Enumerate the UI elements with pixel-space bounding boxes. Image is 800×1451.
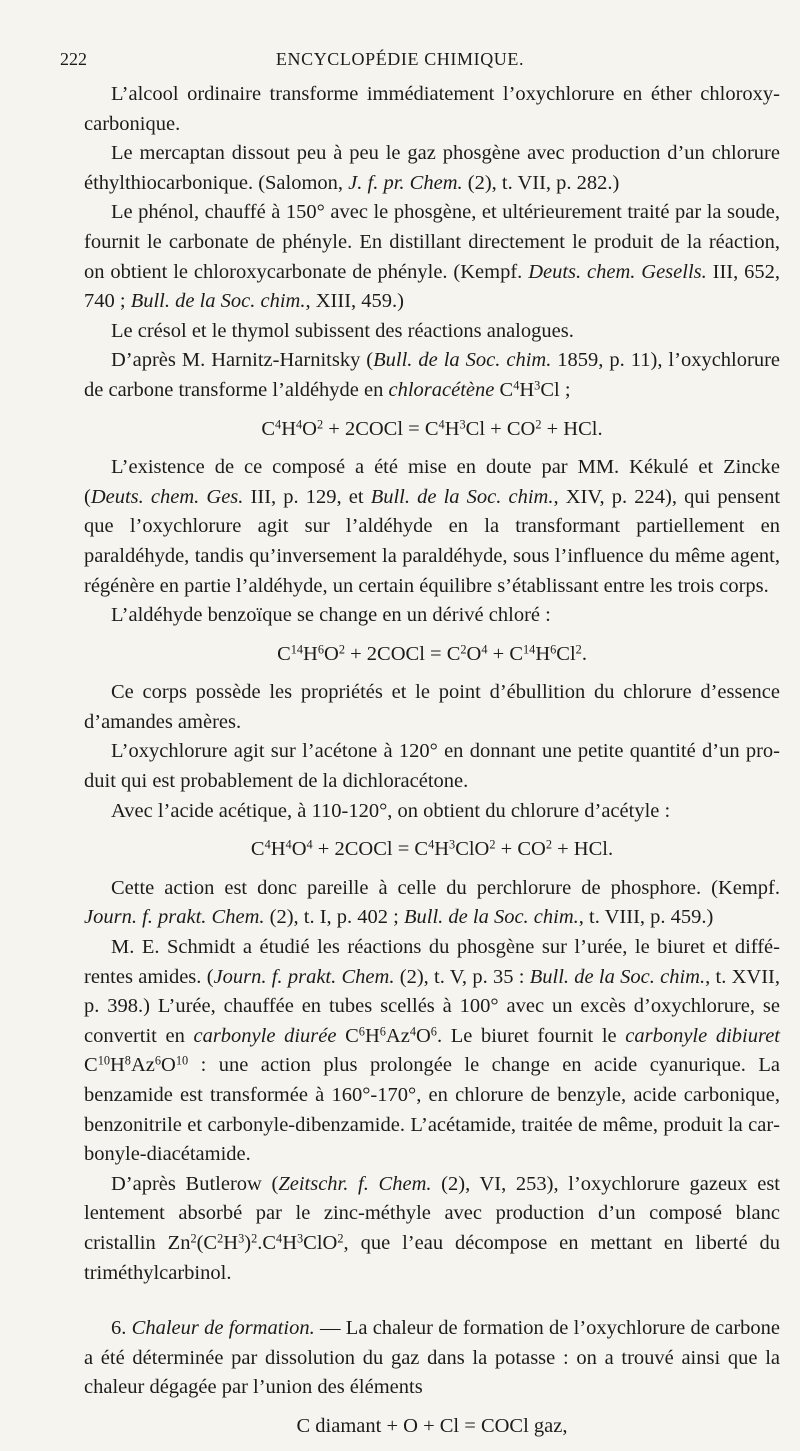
paragraph: Avec l’acide acétique, à 110-120°, on obtient du chlorure d’acétyle :	[111, 799, 671, 822]
paragraph: L’aldéhyde benzoïque se change en un dérivé chloré :	[111, 604, 551, 627]
page-number: 222	[60, 49, 87, 69]
paragraph: D’après M. Harnitz-Harnitsky (Bull. de la Soc. chim. 1859, p. 11), l’oxychlorure de carbone transforme l’aldéhyde en chloracétène $C^4H^3Cl$ ;	[84, 349, 780, 401]
equation: C diamant + O + Cl = COCl gaz,	[296, 1414, 568, 1437]
running-header	[60, 45, 740, 73]
paragraph: L’existence de ce composé a été mise en doute par MM. Kékulé et Zincke (Deuts. chem. Ges. III, p. 129, et Bull. de la Soc. chim., XIV, p. 224), qui pensent que l’oxychlorure agit sur l’aldéhyde en la transformant partiellement en paraldéhyde, tandis qu’inversement la paraldéhyde, sous l’influence du même agent, régénère en partie l’aldéhyde, un certain équilibre s’établissant entre les trois corps.	[84, 456, 781, 597]
paragraph: M. E. Schmidt a étudié les réactions du phosgène sur l’urée, le biuret et différentes amides. (Journ. f. prakt. Chem. (2), t. V, p. 35 : Bull. de la Soc. chim., t. XVII, p. 398.) L’urée, chauffée en tubes scellés à 100° avec un excès d’oxychlorure, se convertit en carbonyle diurée $C^6H^6Az^4O^6$. Le biuret fournit le carbonyle dibiuret $C^{10}H^8Az^6O^{10}$ : une action plus prolongée le change en acide cyanurique. La benzamide est transformée à 160°-170°, en chlorure de benzyle, acide carbonique, benzonitrile et carbonyle-dibenzamide. L’acétamide, traitée de même, produit la carbonyle-diacétamide.	[84, 936, 781, 1166]
paragraph: L’alcool ordinaire transforme immédiatement l’oxychlorure en éther chloroxycarbonique.	[84, 83, 780, 135]
running-title: ENCYCLOPÉDIE CHIMIQUE.	[275, 49, 525, 69]
section-paragraph: 6. Chaleur de formation. — La chaleur de formation de l’oxychlorure de carbone a été déterminée par dissolution du gaz dans la potasse : on a trouvé ainsi que la chaleur dégagée par l’union des éléments	[84, 1317, 780, 1399]
page-body	[84, 80, 780, 1451]
paragraph: Le phénol, chauffé à 150° avec le phosgène, et ultérieurement traité par la soude, fournit le carbonate de phényle. En distillant directement le produit de la réaction, on obtient le chloroxycarbonate de phényle. (Kempf. Deuts. chem. Gesells. III, 652, 740 ; Bull. de la Soc. chim., XIII, 459.)	[84, 201, 781, 313]
paragraph: D’après Butlerow (Zeitschr. f. Chem. (2), VI, 253), l’oxychlorure gazeux est lentement absorbé par le zinc-méthyle avec production d’un composé blanc cristallin $Zn^2(C^2H^3)^2.C^4H^3ClO^2$, que l’eau décompose en mettant en liberté du triméthylcarbinol.	[84, 1172, 780, 1284]
equation: $C^4H^4O^4$ + 2COCl = $C^4H^3ClO^2 + CO^2$ + HCl.	[250, 837, 614, 861]
paragraph: Le crésol et le thymol subissent des réactions analogues.	[111, 319, 574, 342]
equation: $C^{14}H^6O^2$ + 2COCl = $C^2O^4 + C^{14}H^6Cl^2$.	[277, 641, 587, 665]
paragraph: Ce corps possède les propriétés et le point d’ébullition du chlorure d’essence d’amandes amères.	[84, 681, 780, 733]
paragraph: Cette action est donc pareille à celle du perchlorure de phosphore. (Kempf. Journ. f. prakt. Chem. (2), t. I, p. 402 ; Bull. de la Soc. chim., t. VIII, p. 459.)	[84, 876, 780, 929]
paragraph: L’oxychlorure agit sur l’acétone à 120° en donnant une petite quantité d’un produit qui est probablement de la dichloracétone.	[84, 740, 780, 793]
paragraph: Le mercaptan dissout peu à peu le gaz phosgène avec production d’un chlorure éthylthiocarbonique. (Salomon, J. f. pr. Chem. (2), t. VII, p. 282.)	[84, 142, 780, 194]
equation: $C^4H^4O^2$ + 2COCl = $C^4H^3Cl + CO^2$ + HCl.	[261, 416, 603, 440]
